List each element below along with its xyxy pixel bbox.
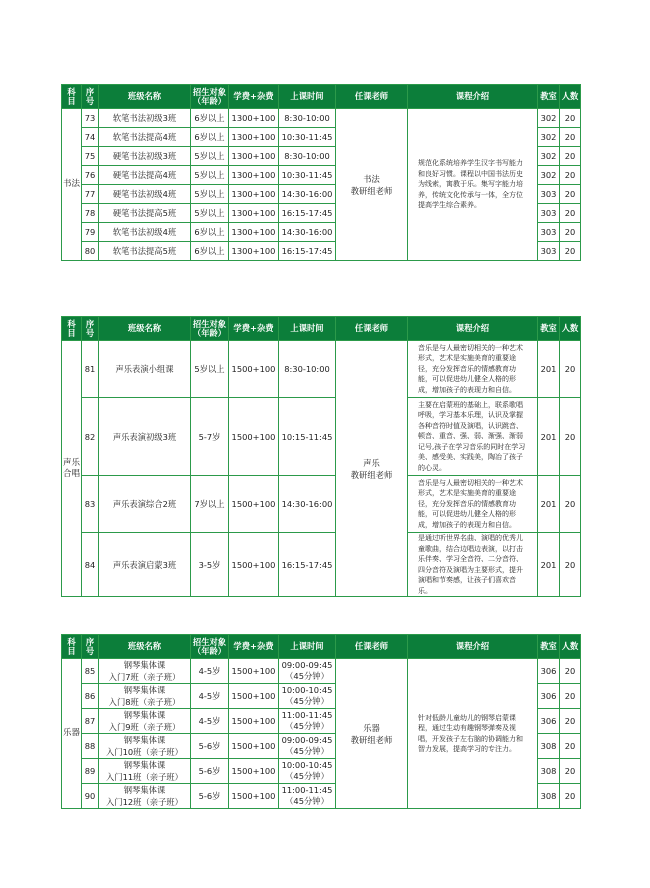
header-class-name: 班级名称 [99,85,191,109]
room-cell: 201 [538,476,560,533]
seq-cell: 90 [82,784,99,809]
count-cell: 20 [560,166,581,185]
header-class-name: 班级名称 [99,317,191,341]
header-teacher: 任课老师 [336,635,408,659]
fee-cell: 1300+100 [229,128,279,147]
header-time: 上课时间 [279,85,336,109]
seq-cell: 74 [82,128,99,147]
header-target: 招生对象 （年龄） [191,317,229,341]
header-class-name: 班级名称 [99,635,191,659]
target-cell: 4-5岁 [191,709,229,734]
seq-cell: 77 [82,185,99,204]
target-cell: 6岁以上 [191,223,229,242]
class-name-cell: 钢琴集体课 入门7班（亲子班） [99,659,191,684]
count-cell: 20 [560,533,581,597]
fee-cell: 1300+100 [229,147,279,166]
count-cell: 20 [560,684,581,709]
room-cell: 306 [538,659,560,684]
class-name-cell: 软笔书法提高4班 [99,128,191,147]
count-cell: 20 [560,185,581,204]
class-name-cell: 硬笔书法提高4班 [99,166,191,185]
seq-cell: 86 [82,684,99,709]
room-cell: 201 [538,398,560,476]
class-name-cell: 硬笔书法初级3班 [99,147,191,166]
class-name-cell: 钢琴集体课 入门12班（亲子班） [99,784,191,809]
header-fee: 学费+杂费 [229,635,279,659]
count-cell: 20 [560,204,581,223]
fee-cell: 1300+100 [229,223,279,242]
count-cell: 20 [560,109,581,128]
time-cell: 14:30-16:00 [279,185,336,204]
room-cell: 302 [538,166,560,185]
fee-cell: 1300+100 [229,109,279,128]
instrument-schedule-table [61,634,581,809]
fee-cell: 1500+100 [229,398,279,476]
fee-cell: 1300+100 [229,166,279,185]
class-name-cell: 硬笔书法初级4班 [99,185,191,204]
teacher-cell: 书法 教研组老师 [336,109,408,261]
count-cell: 20 [560,147,581,166]
room-cell: 308 [538,784,560,809]
fee-cell: 1300+100 [229,185,279,204]
target-cell: 5-7岁 [191,398,229,476]
intro-cell: 音乐是与人最密切相关的一种艺术形式，艺术是实施美育的重要途径，充分发挥音乐的情感教育功能，可以促进幼儿健全人格的形成，增加孩子的表现力和自信。 [408,341,538,398]
header-intro: 课程介绍 [408,317,538,341]
seq-cell: 89 [82,759,99,784]
intro-cell: 主要在启蒙班的基础上，联系歌唱呼吸，学习基本乐理，认识及掌握各种音符时值及演唱，认识跳音、顿音、重音、强、弱、渐强、渐弱记号,孩子在学习音乐的同时在学习美、感受美、实践美，陶冶了孩子的心灵。 [408,398,538,476]
fee-cell: 1500+100 [229,759,279,784]
header-time: 上课时间 [279,317,336,341]
vocal-schedule-table [61,316,581,597]
room-cell: 302 [538,147,560,166]
subject-cell: 乐器 [62,659,82,809]
header-fee: 学费+杂费 [229,317,279,341]
fee-cell: 1500+100 [229,684,279,709]
header-row [62,317,581,341]
fee-cell: 1500+100 [229,533,279,597]
count-cell: 20 [560,223,581,242]
fee-cell: 1500+100 [229,476,279,533]
fee-cell: 1300+100 [229,204,279,223]
room-cell: 303 [538,242,560,261]
class-name-cell: 软笔书法提高5班 [99,242,191,261]
room-cell: 306 [538,709,560,734]
header-intro: 课程介绍 [408,85,538,109]
table-row [62,476,581,533]
seq-cell: 78 [82,204,99,223]
target-cell: 5-6岁 [191,759,229,784]
intro-cell: 针对低龄儿童幼儿的钢琴启蒙课程，通过生动有趣钢琴弹奏及视唱，开发孩子左右脑的协调能力和智力发展，提高学习的专注力。 [408,659,538,809]
time-cell: 10:00-10:45 （45分钟） [279,684,336,709]
target-cell: 7岁以上 [191,476,229,533]
header-target: 招生对象 （年龄） [191,635,229,659]
table-row [62,533,581,597]
count-cell: 20 [560,476,581,533]
class-name-cell: 声乐表演初级3班 [99,398,191,476]
header-seq: 序 号 [82,317,99,341]
teacher-cell: 乐器 教研组老师 [336,659,408,809]
target-cell: 5岁以上 [191,166,229,185]
seq-cell: 84 [82,533,99,597]
room-cell: 201 [538,341,560,398]
target-cell: 5-6岁 [191,784,229,809]
room-cell: 308 [538,734,560,759]
time-cell: 09:00-09:45 （45分钟） [279,659,336,684]
room-cell: 306 [538,684,560,709]
table-row [62,341,581,398]
target-cell: 5岁以上 [191,341,229,398]
count-cell: 20 [560,341,581,398]
class-name-cell: 钢琴集体课 入门9班（亲子班） [99,709,191,734]
header-room: 教室 [538,317,560,341]
time-cell: 8:30-10:00 [279,341,336,398]
class-name-cell: 钢琴集体课 入门11班（亲子班） [99,759,191,784]
target-cell: 3-5岁 [191,533,229,597]
header-count: 人数 [560,317,581,341]
room-cell: 303 [538,185,560,204]
header-room: 教室 [538,85,560,109]
calligraphy-schedule-table [61,84,581,261]
time-cell: 16:15-17:45 [279,242,336,261]
target-cell: 5岁以上 [191,147,229,166]
count-cell: 20 [560,242,581,261]
header-teacher: 任课老师 [336,85,408,109]
count-cell: 20 [560,659,581,684]
seq-cell: 73 [82,109,99,128]
count-cell: 20 [560,759,581,784]
fee-cell: 1500+100 [229,341,279,398]
target-cell: 6岁以上 [191,128,229,147]
header-row [62,635,581,659]
seq-cell: 80 [82,242,99,261]
header-seq: 序 号 [82,85,99,109]
time-cell: 14:30-16:00 [279,223,336,242]
seq-cell: 82 [82,398,99,476]
header-fee: 学费+杂费 [229,85,279,109]
count-cell: 20 [560,709,581,734]
header-subject: 科 目 [62,85,82,109]
target-cell: 5岁以上 [191,204,229,223]
teacher-cell: 声乐 教研组老师 [336,341,408,597]
room-cell: 201 [538,533,560,597]
header-seq: 序 号 [82,635,99,659]
header-subject: 科 目 [62,317,82,341]
seq-cell: 75 [82,147,99,166]
seq-cell: 87 [82,709,99,734]
time-cell: 8:30-10:00 [279,147,336,166]
room-cell: 303 [538,204,560,223]
fee-cell: 1500+100 [229,709,279,734]
time-cell: 10:15-11:45 [279,398,336,476]
target-cell: 5-6岁 [191,734,229,759]
header-teacher: 任课老师 [336,317,408,341]
fee-cell: 1500+100 [229,659,279,684]
time-cell: 11:00-11:45 （45分钟） [279,784,336,809]
intro-cell: 音乐是与人最密切相关的一种艺术形式，艺术是实施美育的重要途径，充分发挥音乐的情感教育功能，可以促进幼儿健全人格的形成，增加孩子的表现力和自信。 [408,476,538,533]
fee-cell: 1500+100 [229,784,279,809]
room-cell: 302 [538,128,560,147]
time-cell: 8:30-10:00 [279,109,336,128]
intro-cell: 规范化系统培养学生汉字书写能力和良好习惯。课程以中国书法历史为线索，寓教于乐。集写字能力培养，传统文化传承与一体，全方位提高学生综合素养。 [408,109,538,261]
time-cell: 14:30-16:00 [279,476,336,533]
subject-cell: 声乐 合唱 [62,341,82,597]
header-count: 人数 [560,635,581,659]
room-cell: 303 [538,223,560,242]
intro-cell: 是通过听世界名曲、演唱的优秀儿童歌曲，结合边唱边表演，以打击乐伴奏、学习全音符、二分音符、四分音符及演唱为主要形式，提升演唱和节奏感，让孩子们喜欢音乐。 [408,533,538,597]
table-row [62,109,581,128]
class-name-cell: 硬笔书法提高5班 [99,204,191,223]
seq-cell: 88 [82,734,99,759]
target-cell: 4-5岁 [191,659,229,684]
fee-cell: 1300+100 [229,242,279,261]
target-cell: 6岁以上 [191,109,229,128]
count-cell: 20 [560,128,581,147]
seq-cell: 81 [82,341,99,398]
room-cell: 308 [538,759,560,784]
time-cell: 10:30-11:45 [279,166,336,185]
seq-cell: 79 [82,223,99,242]
class-name-cell: 软笔书法初级4班 [99,223,191,242]
count-cell: 20 [560,398,581,476]
time-cell: 11:00-11:45 （45分钟） [279,709,336,734]
time-cell: 16:15-17:45 [279,204,336,223]
time-cell: 09:00-09:45 （45分钟） [279,734,336,759]
class-name-cell: 声乐表演综合2班 [99,476,191,533]
table-row [62,659,581,684]
class-name-cell: 声乐表演启蒙3班 [99,533,191,597]
header-subject: 科 目 [62,635,82,659]
header-row [62,85,581,109]
seq-cell: 85 [82,659,99,684]
subject-cell: 书法 [62,109,82,261]
target-cell: 5岁以上 [191,185,229,204]
time-cell: 16:15-17:45 [279,533,336,597]
room-cell: 302 [538,109,560,128]
class-name-cell: 声乐表演小组课 [99,341,191,398]
header-room: 教室 [538,635,560,659]
fee-cell: 1500+100 [229,734,279,759]
class-name-cell: 钢琴集体课 入门10班（亲子班） [99,734,191,759]
header-count: 人数 [560,85,581,109]
header-time: 上课时间 [279,635,336,659]
target-cell: 4-5岁 [191,684,229,709]
seq-cell: 76 [82,166,99,185]
header-target: 招生对象 （年龄） [191,85,229,109]
count-cell: 20 [560,784,581,809]
target-cell: 6岁以上 [191,242,229,261]
header-intro: 课程介绍 [408,635,538,659]
class-name-cell: 钢琴集体课 入门8班（亲子班） [99,684,191,709]
table-row [62,398,581,476]
time-cell: 10:00-10:45 （45分钟） [279,759,336,784]
count-cell: 20 [560,734,581,759]
seq-cell: 83 [82,476,99,533]
time-cell: 10:30-11:45 [279,128,336,147]
class-name-cell: 软笔书法初级3班 [99,109,191,128]
